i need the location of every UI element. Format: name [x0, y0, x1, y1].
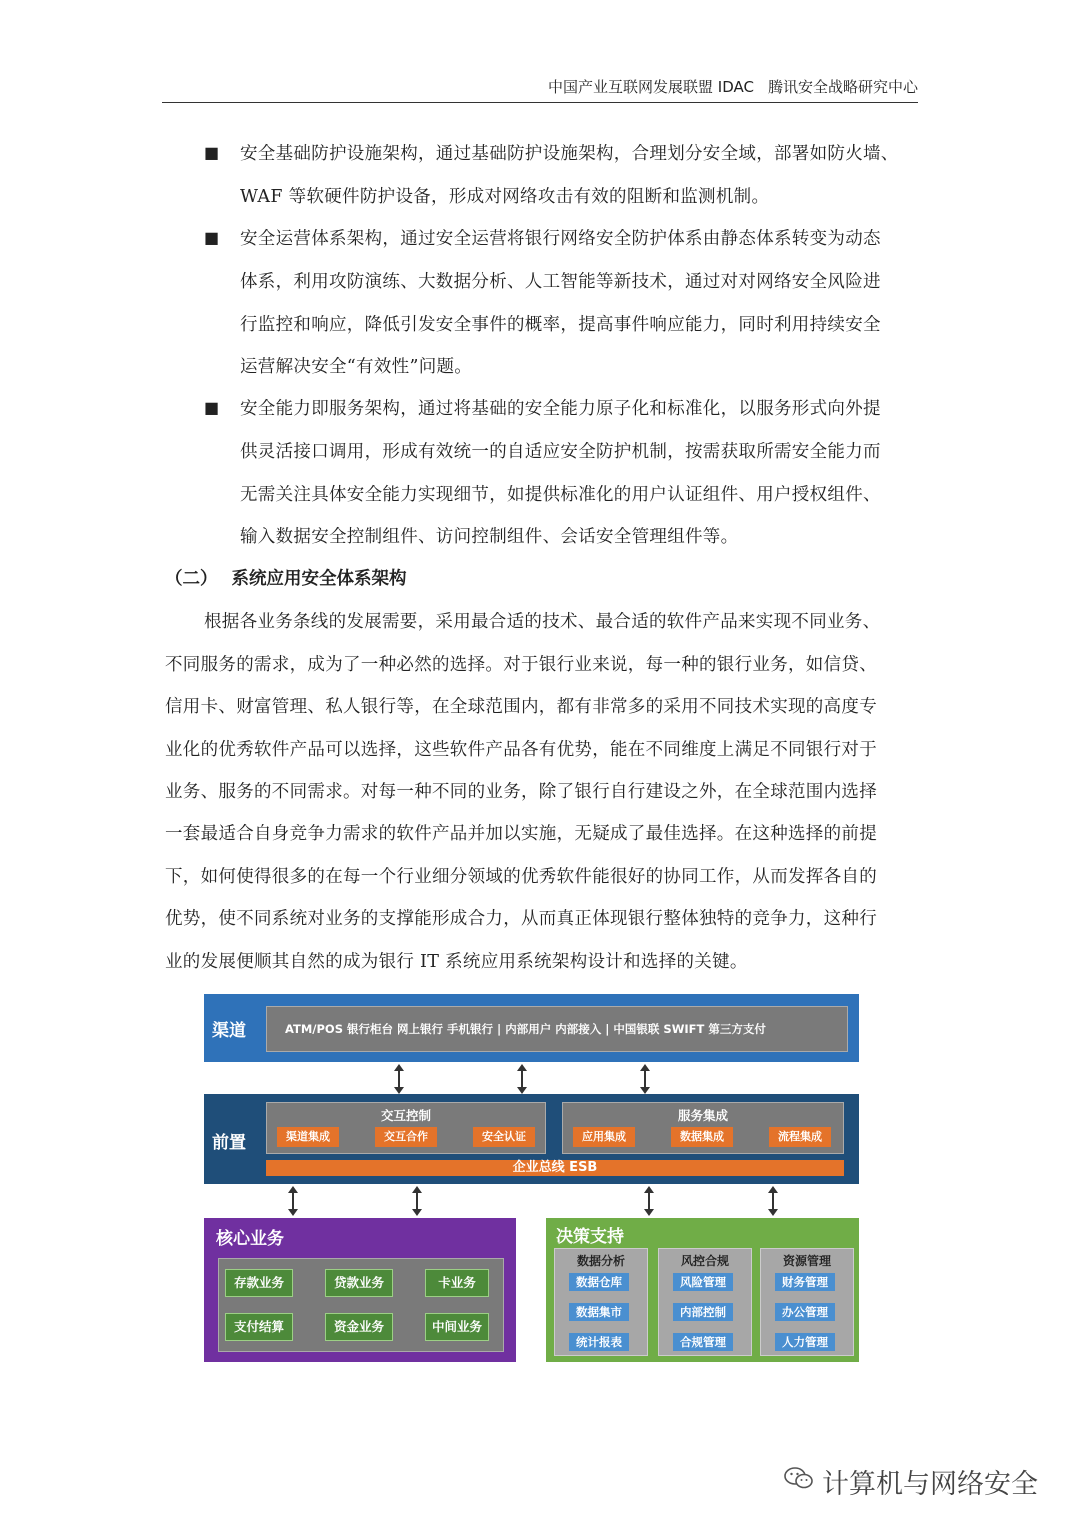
interaction-box [266, 1102, 546, 1154]
core-item: 存款业务 [225, 1269, 293, 1297]
core-band [204, 1218, 516, 1362]
decision-item: 数据仓库 [569, 1273, 629, 1291]
paragraph-line: 一套最适合自身竞争力需求的软件产品并加以实施，无疑成了最佳选择。在这种选择的前提 [165, 824, 877, 844]
bullet-3-line-2: 供灵活接口调用，形成有效统一的自适应安全防护机制，按需获取所需安全能力而 [240, 442, 881, 462]
bullet-1-line-2: WAF 等软硬件防护设备，形成对网络攻击有效的阻断和监测机制。 [240, 187, 770, 207]
decision-column [658, 1248, 752, 1356]
core-label: 核心业务 [216, 1229, 284, 1249]
channel-content: ATM/POS 银行柜台 网上银行 手机银行 | 内部用户 内部接入 | 中国银联 SWIFT 第三方支付 [285, 1022, 766, 1036]
paragraph-line: 根据各业务条线的发展需要，采用最合适的技术、最合适的软件产品来实现不同业务、 [204, 612, 881, 632]
section-title: 系统应用安全体系架构 [231, 569, 407, 589]
bullet-2-line-1: 安全运营体系架构，通过安全运营将银行网络安全防护体系由静态体系转变为动态 [240, 229, 881, 249]
interaction-item: 交互合作 [375, 1127, 437, 1147]
core-item: 资金业务 [325, 1313, 393, 1341]
decision-item: 合规管理 [673, 1333, 733, 1351]
header-org1: 中国产业互联网发展联盟 IDAC [548, 78, 754, 96]
front-label: 前置 [212, 1133, 246, 1153]
front-band [204, 1094, 859, 1184]
paragraph-line: 业化的优秀软件产品可以选择，这些软件产品各有优势，能在不同维度上满足不同银行对于 [165, 740, 877, 760]
paragraph-line: 下，如何使得很多的在每一个行业细分领域的优秀软件能很好的协同工作，从而发挥各自的 [165, 867, 877, 887]
service-item: 数据集成 [671, 1127, 733, 1147]
arrow-connector [521, 1066, 523, 1092]
arrow-connector [648, 1188, 650, 1214]
paragraph-line: 信用卡、财富管理、私人银行等，在全球范围内，都有非常多的采用不同技术实现的高度专 [165, 697, 877, 717]
decision-column [760, 1248, 854, 1356]
page-header [162, 76, 918, 103]
decision-item: 办公管理 [775, 1303, 835, 1321]
decision-column-title: 数据分析 [576, 1254, 625, 1268]
arrow-connector [644, 1066, 646, 1092]
service-item: 流程集成 [769, 1127, 831, 1147]
decision-column-title: 风控合规 [680, 1254, 729, 1268]
core-item: 支付结算 [225, 1313, 293, 1341]
arrow-connector [398, 1066, 400, 1092]
arrow-connector [772, 1188, 774, 1214]
paragraph-line: 业务、服务的不同需求。对每一种不同的业务，除了银行自行建设之外，在全球范围内选择 [165, 782, 877, 802]
bullet-3-line-3: 无需关注具体安全能力实现细节，如提供标准化的用户认证组件、用户授权组件、 [240, 485, 881, 505]
bullet-2-line-2: 体系，利用攻防演练、大数据分析、人工智能等新技术，通过对对网络安全风险进 [240, 272, 881, 292]
esb-bar: 企业总线 ESB [266, 1160, 844, 1176]
channel-label: 渠道 [212, 1021, 246, 1041]
bullet-symbol: ■ [204, 228, 220, 247]
decision-column [554, 1248, 648, 1356]
arrow-connector [416, 1188, 418, 1214]
arrow-connector [292, 1188, 294, 1214]
decision-item: 人力管理 [775, 1333, 835, 1351]
core-item: 贷款业务 [325, 1269, 393, 1297]
interaction-item: 渠道集成 [277, 1127, 339, 1147]
service-title: 服务集成 [677, 1108, 728, 1123]
interaction-item: 安全认证 [473, 1127, 535, 1147]
decision-item: 财务管理 [775, 1273, 835, 1291]
decision-label: 决策支持 [556, 1227, 624, 1247]
paragraph-line: 优势，使不同系统对业务的支撑能形成合力，从而真正体现银行整体独特的竞争力，这种行 [165, 909, 877, 929]
bullet-1-line-1: 安全基础防护设施架构，通过基础防护设施架构，合理划分安全域，部署如防火墙、 [240, 144, 899, 164]
bullet-symbol: ■ [204, 143, 220, 162]
decision-item: 数据集市 [569, 1303, 629, 1321]
core-item: 中间业务 [425, 1313, 489, 1341]
core-box [218, 1258, 504, 1352]
bullet-3-line-4: 输入数据安全控制组件、访问控制组件、会话安全管理组件等。 [240, 527, 739, 547]
bullet-3-line-1: 安全能力即服务架构，通过将基础的安全能力原子化和标准化，以服务形式向外提 [240, 399, 881, 419]
channel-box [266, 1006, 848, 1052]
bullet-2-line-3: 行监控和响应，降低引发安全事件的概率，提高事件响应能力，同时利用持续安全 [240, 315, 881, 335]
interaction-title: 交互控制 [380, 1108, 431, 1123]
paragraph-line: 业的发展便顺其自然的成为银行 IT 系统应用系统架构设计和选择的关键。 [165, 952, 748, 972]
paragraph-line: 不同服务的需求，成为了一种必然的选择。对于银行业来说，每一种的银行业务，如信贷、 [165, 655, 877, 675]
bullet-symbol: ■ [204, 398, 220, 417]
watermark-text: 计算机与网络安全 [822, 1469, 1038, 1500]
section-number: （二） [165, 569, 218, 589]
core-item: 卡业务 [425, 1269, 489, 1297]
decision-band [546, 1218, 859, 1362]
decision-column-title: 资源管理 [782, 1254, 831, 1268]
wechat-icon [784, 1466, 814, 1490]
channel-band [204, 994, 859, 1062]
service-box [562, 1102, 844, 1154]
decision-item: 统计报表 [569, 1333, 629, 1351]
service-item: 应用集成 [573, 1127, 635, 1147]
decision-item: 风险管理 [673, 1273, 733, 1291]
section-heading [165, 565, 407, 590]
bullet-2-line-4: 运营解决安全“有效性”问题。 [240, 357, 473, 377]
header-org2: 腾讯安全战略研究中心 [767, 78, 918, 96]
decision-item: 内部控制 [673, 1303, 733, 1321]
